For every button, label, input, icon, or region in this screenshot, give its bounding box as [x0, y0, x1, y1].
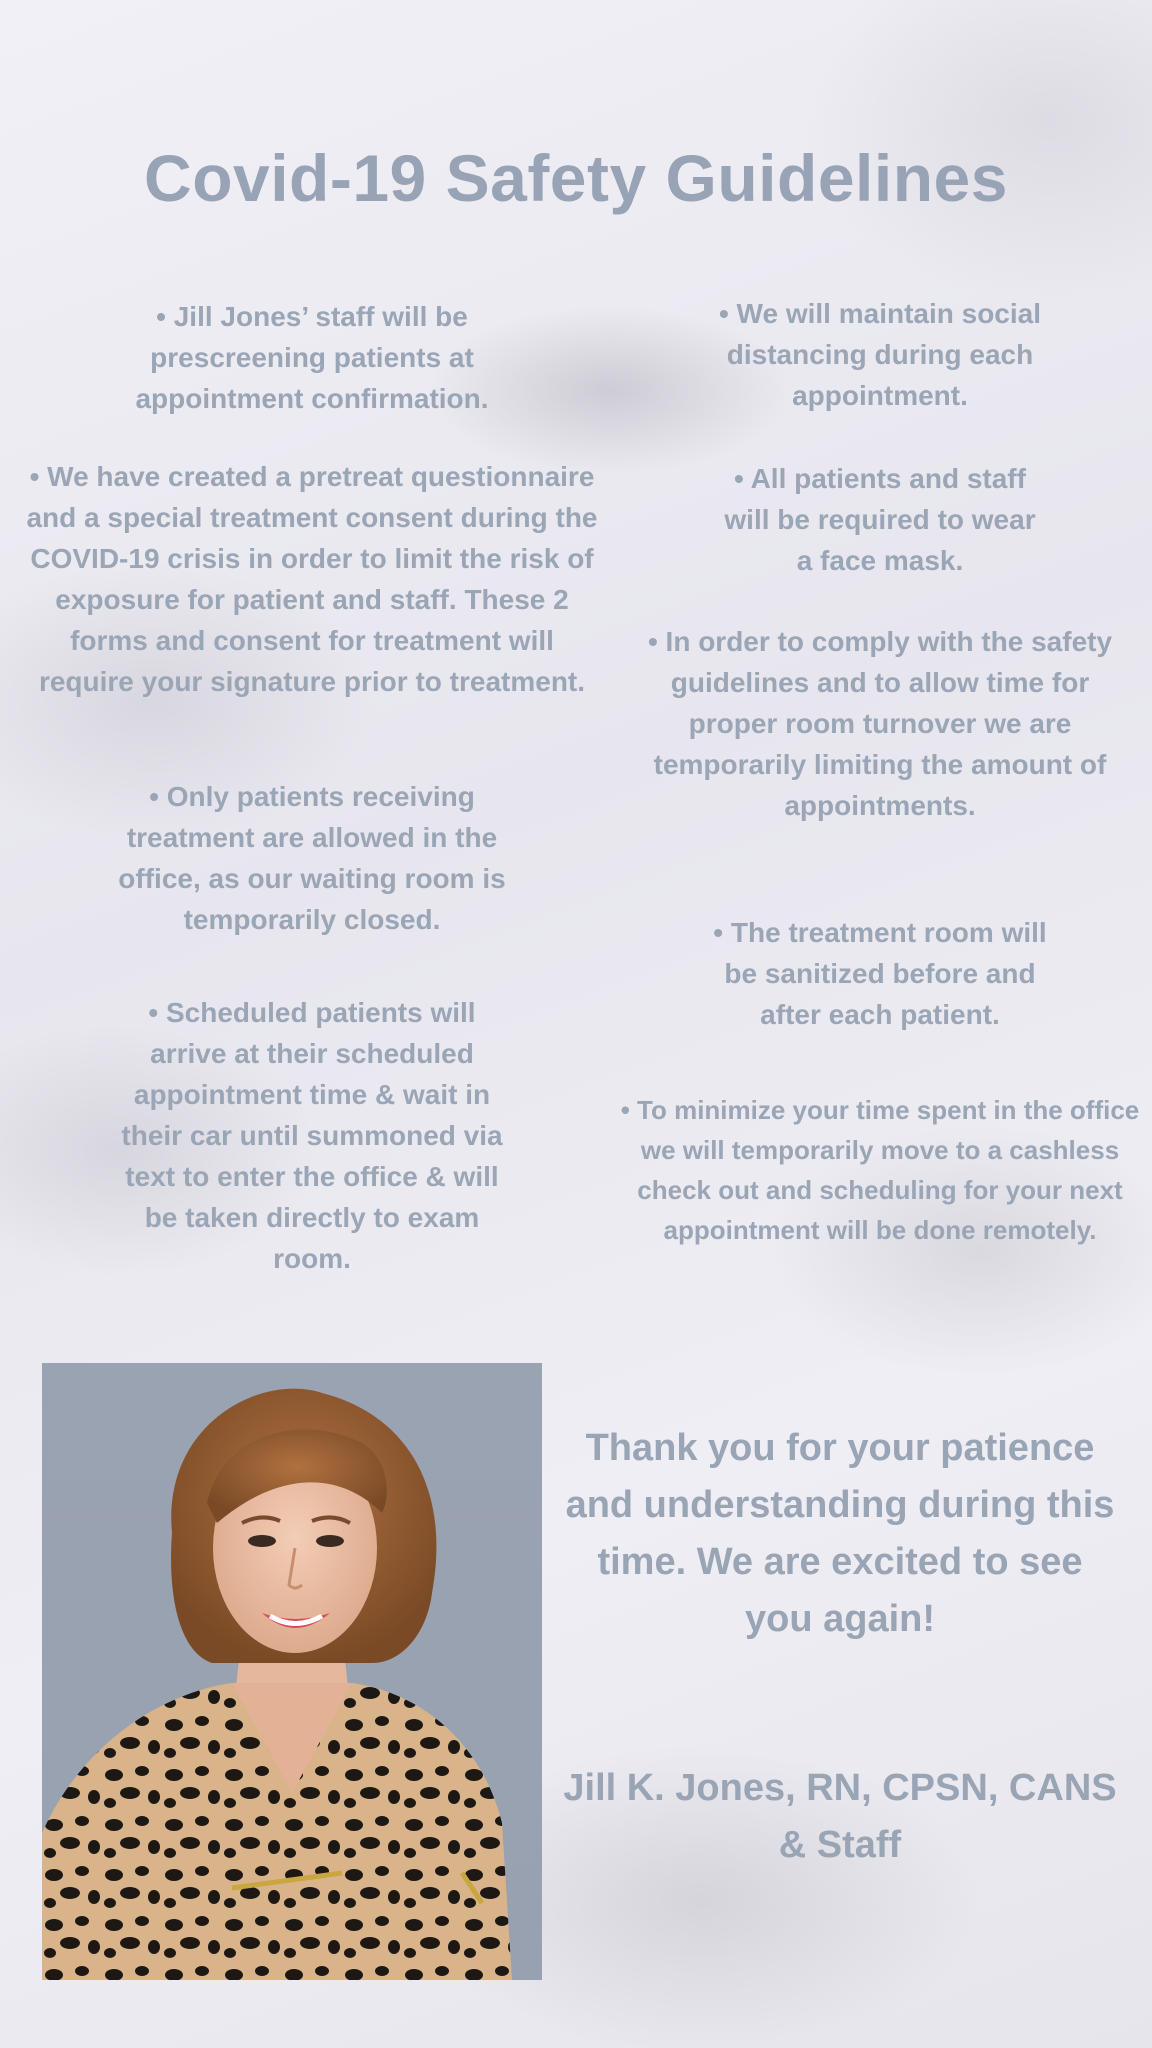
portrait-photo: [42, 1363, 542, 1980]
signature: Jill K. Jones, RN, CPSN, CANS & Staff: [563, 1767, 1117, 1866]
right-guidelines-column: [610, 0, 1150, 2048]
guideline-item: • Only patients receiving treatment are allowed in the office, as our waiting room is temporarily closed.: [118, 781, 506, 935]
guideline-item: • We will maintain social distancing during each appointment.: [718, 298, 1042, 411]
guideline-item: • The treatment room will be sanitized before and after each patient.: [713, 917, 1047, 1030]
guideline-item: • We have created a pretreat questionnaire and a special treatment consent during the COVID-19 crisis in order to limit the risk of exposure for patient and staff. These 2 forms and consent for treatment will require your signature prior to treatment.: [26, 461, 598, 697]
guideline-item: • To minimize your time spent in the office we will temporarily move to a cashless check out and scheduling for your next appointment will be done remotely.: [620, 1095, 1140, 1245]
thank-you-message: Thank you for your patience and understanding during this time. We are excited to see you again!: [565, 1427, 1115, 1640]
guideline-item: • All patients and staff will be required to wear a face mask.: [724, 463, 1036, 576]
guideline-item: • In order to comply with the safety guidelines and to allow time for proper room turnover we are temporarily limiting the amount of appointments.: [647, 626, 1113, 821]
guideline-item: • Scheduled patients will arrive at their scheduled appointment time & wait in their car until summoned via text to enter the office & will be taken directly to exam room.: [121, 997, 503, 1274]
guideline-item: • Jill Jones’ staff will be prescreening patients at appointment confirmation.: [135, 301, 489, 414]
page-title: Covid-19 Safety Guidelines: [144, 141, 1008, 215]
portrait-illustration: [42, 1363, 542, 1980]
